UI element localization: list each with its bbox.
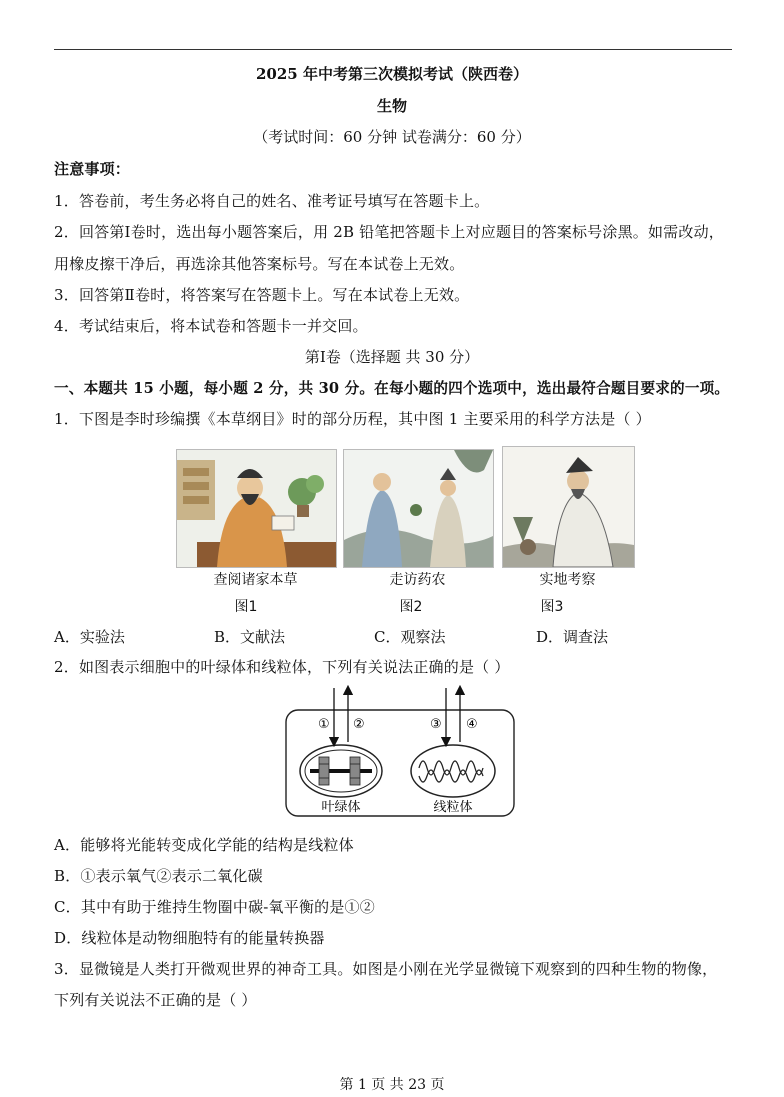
section-title: 第Ⅰ卷（选择题 共 30 分） xyxy=(304,348,480,366)
figure-2-caption: 走访药农 xyxy=(389,572,446,588)
notice-heading: 注意事项： xyxy=(54,160,131,178)
marker-3: ③ xyxy=(430,717,442,732)
q2-option-d: D．线粒体是动物细胞特有的能量转换器 xyxy=(54,929,325,947)
q2-stem: 2．如图表示细胞中的叶绿体和线粒体，下列有关说法正确的是（ ） xyxy=(54,658,510,676)
notice-item-1: 1．答卷前，考生务必将自己的姓名、准考证号填写在答题卡上。 xyxy=(54,192,490,210)
header-rule xyxy=(54,49,732,50)
marker-4: ④ xyxy=(466,717,478,732)
exam-title: 2025 年中考第三次模拟考试（陕西卷） xyxy=(256,65,528,83)
figure-2-label: 图2 xyxy=(399,599,423,615)
notice-item-2: 2．回答第Ⅰ卷时，选出每小题答案后，用 2B 铅笔把答题卡上对应题目的答案标号涂黑。如需改动， xyxy=(54,223,724,241)
exam-info: （考试时间：60 分钟 试卷满分：60 分） xyxy=(253,128,531,146)
notice-item-2-cont: 用橡皮擦干净后，再选涂其他答案标号。写在本试卷上无效。 xyxy=(54,255,465,273)
notice-item-3: 3．回答第Ⅱ卷时，将答案写在答题卡上。写在本试卷上无效。 xyxy=(54,286,470,304)
q1-option-a: A．实验法 xyxy=(54,628,125,646)
figure-1-image xyxy=(176,449,337,568)
q2-option-c: C．其中有助于维持生物圈中碳-氧平衡的是①② xyxy=(54,898,375,916)
q2-option-a: A．能够将光能转变成化学能的结构是线粒体 xyxy=(54,836,354,854)
q2-diagram xyxy=(282,684,518,820)
marker-2: ② xyxy=(353,717,365,732)
page-footer: 第 1 页 共 23 页 xyxy=(339,1077,445,1093)
notice-item-4: 4．考试结束后，将本试卷和答题卡一并交回。 xyxy=(54,317,368,335)
section-instruction: 一、本题共 15 小题，每小题 2 分，共 30 分。在每小题的四个选项中，选出最符合题目要求的一项。 xyxy=(54,380,730,397)
figure-3-caption: 实地考察 xyxy=(539,572,596,588)
q2-option-b: B．①表示氧气②表示二氧化碳 xyxy=(54,867,263,885)
figure-1-label: 图1 xyxy=(234,599,258,615)
q1-option-c: C．观察法 xyxy=(374,628,446,646)
q1-option-d: D．调查法 xyxy=(536,628,609,646)
q3-stem-line-1: 3．显微镜是人类打开微观世界的神奇工具。如图是小刚在光学显微镜下观察到的四种生物的物像， xyxy=(54,960,718,978)
q1-option-b: B．文献法 xyxy=(214,628,286,646)
marker-1: ① xyxy=(318,717,330,732)
q3-stem-line-2: 下列有关说法不正确的是（ ） xyxy=(54,991,257,1009)
figure-1-caption: 查阅诸家本草 xyxy=(213,572,298,588)
mitochondrion-label: 线粒体 xyxy=(433,800,473,815)
q1-stem: 1．下图是李时珍编撰《本草纲目》时的部分历程，其中图 1 主要采用的科学方法是（ ） xyxy=(54,410,651,428)
figure-2-image xyxy=(343,449,494,568)
chloroplast-label: 叶绿体 xyxy=(321,800,361,815)
figure-3-image xyxy=(502,446,635,568)
subject-title: 生物 xyxy=(376,97,407,115)
figure-3-label: 图3 xyxy=(540,599,564,615)
